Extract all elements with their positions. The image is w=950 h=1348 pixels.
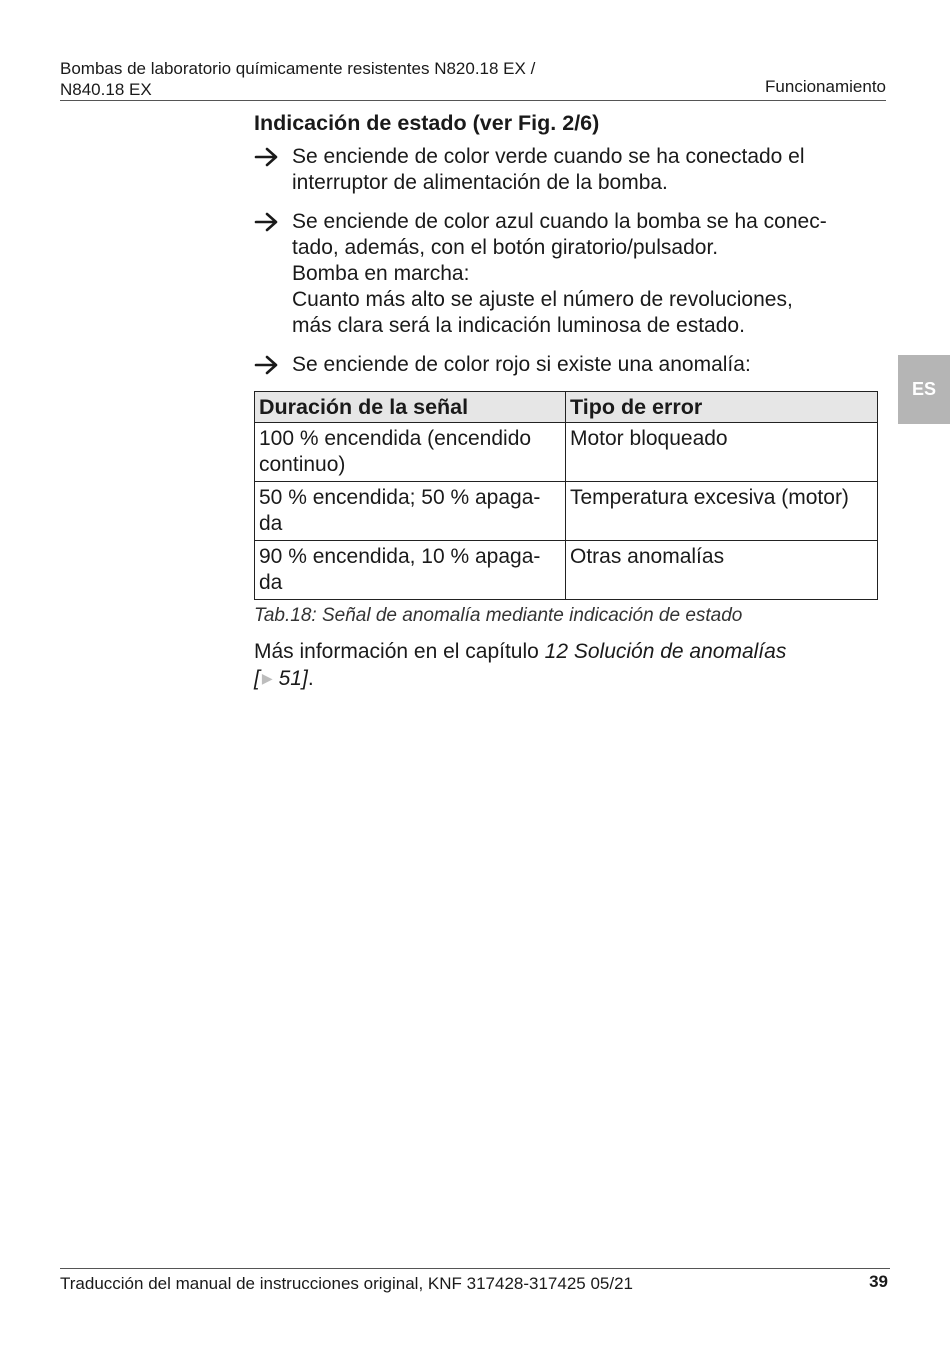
table-header-row (255, 392, 878, 423)
cell-error-type (566, 541, 878, 600)
header-section: Funcionamiento (765, 77, 886, 96)
cell-signal-duration (255, 423, 566, 482)
bullet-item (254, 144, 878, 196)
more-info-paragraph (254, 639, 878, 692)
cell-line: Temperatura excesiva (motor) (570, 486, 849, 509)
header-title-line2: N840.18 EX (60, 80, 152, 99)
cell-signal-duration (255, 482, 566, 541)
cell-line: da (259, 512, 283, 535)
bullet-line: Se enciende de color azul cuando la bomba se ha conec- (292, 210, 827, 233)
more-info-prefix: Más información en el capítulo (254, 640, 545, 663)
triangle-right-icon: ▶ (261, 670, 273, 686)
table-row (255, 423, 878, 482)
cell-signal-duration (255, 541, 566, 600)
header-title (60, 58, 535, 100)
page-number: 39 (869, 1272, 888, 1291)
chapter-reference-bracket: [ (254, 667, 260, 690)
bullet-text (292, 144, 805, 196)
cell-line: da (259, 571, 283, 594)
main-content (254, 108, 878, 692)
bullet-line: Cuanto más alto se ajuste el número de revoluciones, (292, 288, 793, 311)
table-header-error-type: Tipo de error (566, 392, 878, 423)
cell-error-type (566, 482, 878, 541)
chapter-reference-page[interactable]: 51] (278, 667, 308, 690)
bullet-item (254, 209, 878, 339)
bullet-text (292, 352, 751, 378)
table-row (255, 482, 878, 541)
arrow-right-icon (254, 209, 292, 339)
bullet-line: Se enciende de color verde cuando se ha conectado el (292, 145, 805, 168)
cell-line: 100 % encendida (encendido (259, 427, 532, 450)
header-title-line1: Bombas de laboratorio químicamente resistentes N820.18 EX / (60, 59, 536, 78)
cell-line: continuo) (259, 453, 346, 476)
chapter-reference-title[interactable]: 12 Solución de anomalías (544, 640, 787, 663)
table-header-duration: Duración de la señal (255, 392, 566, 423)
cell-line: Otras anomalías (570, 545, 725, 568)
footer-text: Traducción del manual de instrucciones original, KNF 317428-317425 05/21 (60, 1274, 634, 1293)
cell-line: 50 % encendida; 50 % apaga- (259, 486, 541, 509)
signal-table (254, 391, 878, 600)
bullet-line: Bomba en marcha: (292, 262, 470, 285)
cell-error-type (566, 423, 878, 482)
arrow-right-icon (254, 144, 292, 196)
bullet-text (292, 209, 827, 339)
cell-line: Motor bloqueado (570, 427, 728, 450)
footer-divider (60, 1268, 890, 1269)
bullet-line: interruptor de alimentación de la bomba. (292, 171, 668, 194)
bullet-line: Se enciende de color rojo si existe una anomalía: (292, 353, 751, 376)
header-divider (60, 100, 886, 101)
section-heading: Indicación de estado (ver Fig. 2/6) (254, 111, 600, 135)
cell-line: 90 % encendida, 10 % apaga- (259, 545, 541, 568)
bullet-item (254, 352, 878, 378)
arrow-right-icon (254, 352, 292, 378)
bullet-list (254, 144, 878, 378)
language-tab[interactable]: ES (898, 355, 950, 424)
table-caption: Tab.18: Señal de anomalía mediante indicación de estado (254, 605, 743, 626)
bullet-line: tado, además, con el botón giratorio/pulsador. (292, 236, 719, 259)
more-info-suffix: . (307, 667, 314, 690)
bullet-line: más clara será la indicación luminosa de estado. (292, 314, 745, 337)
table-row (255, 541, 878, 600)
